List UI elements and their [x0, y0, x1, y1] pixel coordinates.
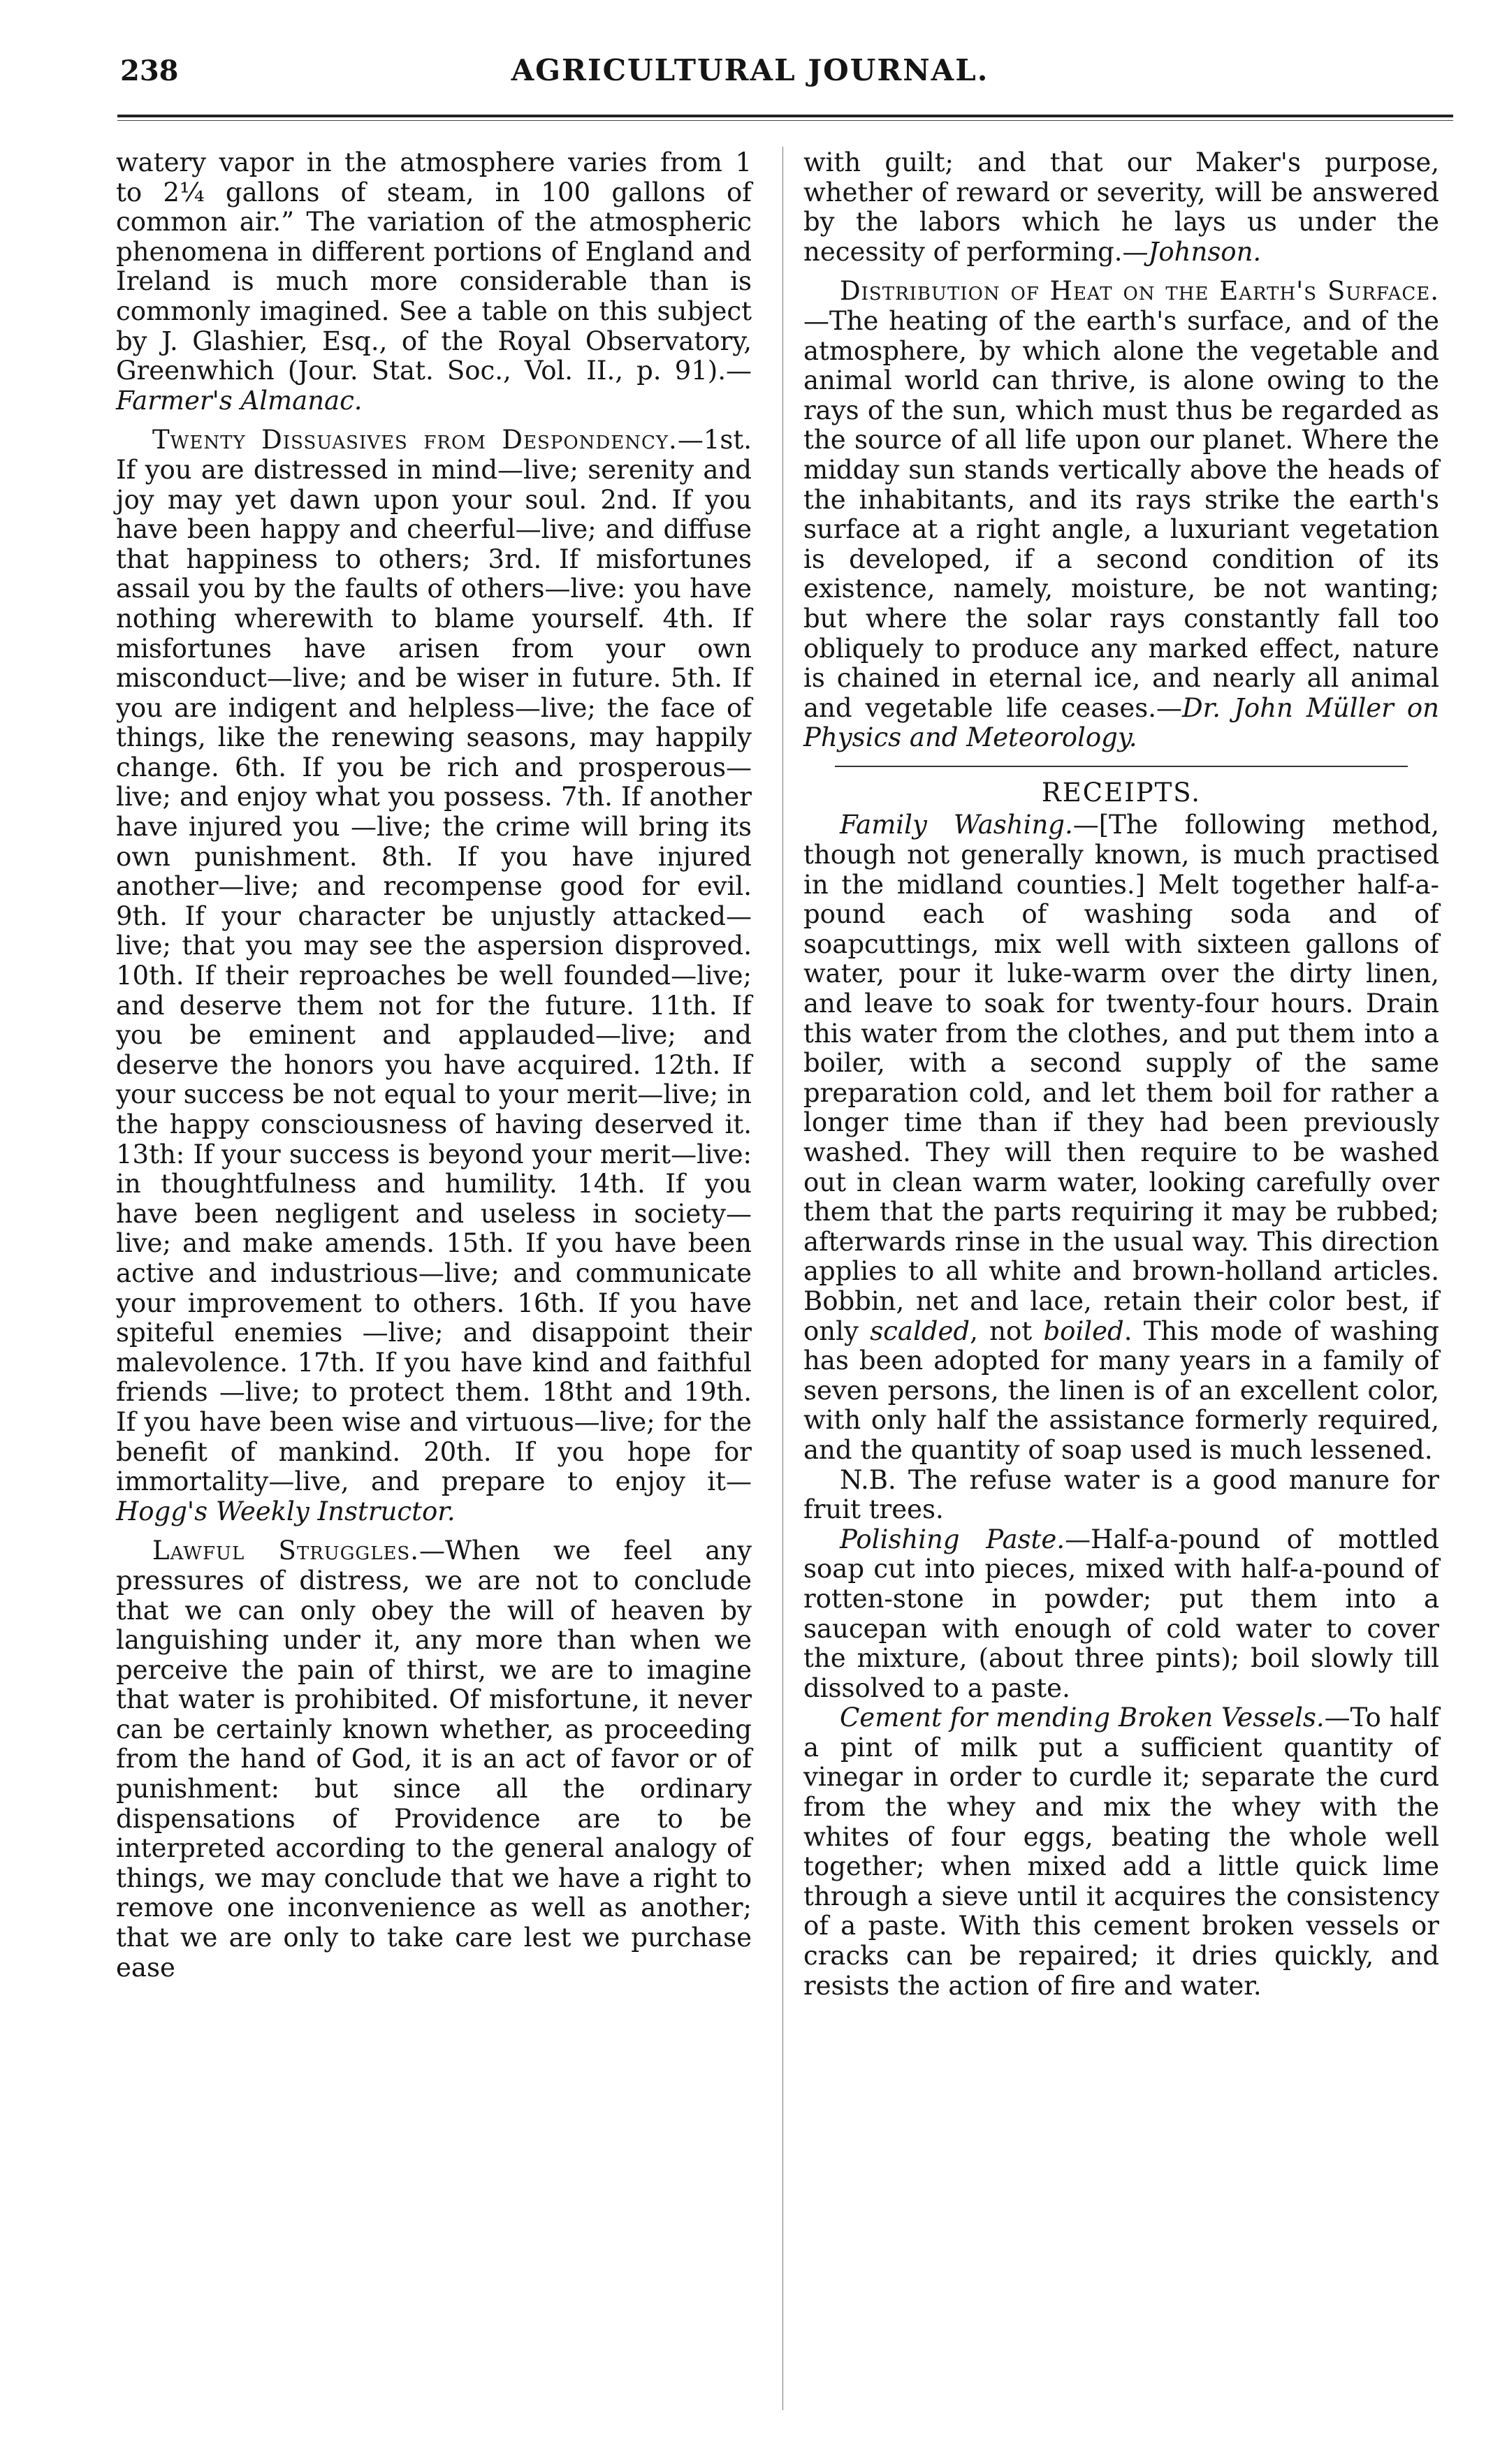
column-divider — [782, 147, 783, 2410]
article-text: —When we feel any pressures of distress, we are not to conclude that we can only obey the will of heaven by languishing under it, any more than when we perceive the pain of thirst, we are to imagine that water is prohibited. Of misfortune, it never can be certainly known whether, as proceeding from the hand of God, it is an act of favor or of punishment: but since all the ordinary dispensations of Providence are to be interpreted according to the general analogy of things, we may conclude that we have a right to remove one inconvenience as well as another; that we are only to take care lest we purchase ease — [116, 1536, 752, 1983]
article-title: Twenty Dissuasives from Despondency. — [152, 425, 678, 455]
receipt-text: —To half a pint of milk put a sufficient quantity of vinegar in order to curdle it; separate the curd from the whey and mix the whey with the whites of four eggs, beating the whole well together; when mixed add a little quick lime through a sieve until it acquires the consistency of a paste. With this cement broken vessels or cracks can be repaired; it dries quickly, and resists the action of fire and water. — [803, 1703, 1439, 2001]
article-text: watery vapor in the atmosphere varies from 1 to 2¼ gallons of steam, in 100 gallons of common air.” The variation of the atmospheric phenomena in different portions of England and Ireland is much more considerable than is commonly imagined. See a table on this subject by J. Glashier, Esq., of the Royal Observatory, Greenwhich (Jour. Stat. Soc., Vol. II., p. 91).— — [116, 147, 752, 386]
article-source: Hogg's Weekly Instructor. — [116, 1496, 456, 1526]
receipt-title: Family Washing. — [840, 810, 1073, 840]
running-title: AGRICULTURAL JOURNAL. — [511, 53, 989, 87]
page-header — [0, 0, 1500, 105]
article-text: —The heating of the earth's surface, and of the atmosphere, by which alone the vegetable and animal world can thrive, is alone owing to the rays of the sun, which must thus be regarded as the source of all life upon our planet. Where the midday sun stands vertically above the heads of the inhabitants, and its rays strike the earth's surface at a right angle, a luxuriant vegetation is developed, if a second condition of its existence, namely, moisture, be not wanting; but where the solar rays constantly fall too obliquely to produce any marked effect, nature is chained in eternal ice, and nearly all animal and vegetable life ceases.— — [803, 305, 1439, 723]
article-twenty-dissuasives — [116, 425, 752, 1526]
section-rule — [835, 766, 1408, 767]
article-source: Farmer's Almanac. — [116, 385, 363, 416]
receipt-emphasis: boiled — [1043, 1315, 1124, 1346]
article-text: with guilt; and that our Maker's purpose, whether of reward or severity, will be answered by the labors which he lays us under the necessity of performing.— — [803, 147, 1439, 267]
receipt-family-washing — [803, 810, 1439, 1465]
receipt-text: —[The following method, though not generally known, is much practised in the midland counties.] Melt together half-a-pound each of washing soda and of soapcuttings, mix well with sixteen gallons of water, pour it luke-warm over the dirty linen, and leave to soak for twenty-four hours. Drain this water from the clothes, and put them into a boiler, with a second supply of the same preparation cold, and let them boil for rather a longer time than if they had been previously washed. They will then require to be washed out in clean warm water, looking carefully over them that the parts requiring it may be rubbed; afterwards rinse in the usual way. This direction applies to all white and brown-holland articles. Bobbin, net and lace, retain their color best, if only — [803, 810, 1440, 1346]
article-johnson-continued — [803, 148, 1439, 267]
receipt-title: Cement for mending Broken Vessels. — [840, 1703, 1325, 1733]
left-column — [116, 148, 752, 1983]
article-lawful-struggles — [116, 1536, 752, 1983]
article-title: Lawful Struggles. — [152, 1536, 420, 1566]
header-rule-thin — [117, 120, 1453, 121]
article-distribution-of-heat — [803, 277, 1439, 753]
page-number: 238 — [120, 54, 179, 87]
article-text: —1st. If you are distressed in mind—live; serenity and joy may yet dawn upon your soul. 2nd. If you have been happy and cheerful—live; and diffuse that happiness to others; 3rd. If misfortunes assail you by the faults of others—live: you have nothing wherewith to blame yourself. 4th. If misfortunes have arisen from your own misconduct—live; and be wiser in future. 5th. If you are indigent and helpless—live; the face of things, like the renewing seasons, may happily change. 6th. If you be rich and prosperous—live; and enjoy what you possess. 7th. If another have injured you —live; the crime will bring its own punishment. 8th. If you have injured another—live; and recompense good for evil. 9th. If your character be unjustly attacked—live; that you may see the aspersion disproved. 10th. If their reproaches be well founded—live; and deserve them not for the future. 11th. If you be eminent and applauded—live; and deserve the honors you have acquired. 12th. If your success be not equal to your merit—live; in the happy consciousness of having deserved it. 13th: If your success is beyond your merit—live: in thoughtfulness and humility. 14th. If you have been negligent and useless in society—live; and make amends. 15th. If you have been active and industrious—live; and communicate your improvement to others. 16th. If you have spiteful enemies —live; and disappoint their malevolence. 17th. If you have kind and faithful friends —live; to protect them. 18tht and 19th. If you have been wise and virtuous—live; for the benefit of mankind. 20th. If you hope for immortality—live, and prepare to enjoy it— — [116, 425, 752, 1497]
receipt-text: , not — [970, 1315, 1044, 1346]
receipt-cement — [803, 1703, 1439, 2001]
article-title: Distribution of Heat on the Earth's Surface. — [840, 276, 1439, 307]
article-watery-vapor — [116, 148, 752, 416]
section-heading-receipts: RECEIPTS. — [1041, 777, 1202, 808]
header-rule — [117, 115, 1453, 117]
receipt-text: . This mode of washing has been adopted for many years in a family of seven persons, the linen is of an excellent color, with only half the assistance formerly required, and the quantity of soap used is much lessened. — [803, 1315, 1439, 1465]
right-column — [803, 148, 1439, 2001]
article-source: Johnson. — [1148, 236, 1262, 267]
receipt-emphasis: scalded — [870, 1315, 970, 1346]
receipt-text: —Half-a-pound of mottled soap cut into pieces, mixed with half-a-pound of rotten-stone in powder; put them into a saucepan with enough of cold water to cover the mixture, (about three pints); boil slowly till dissolved to a paste. — [803, 1524, 1439, 1703]
article-source: Dr. John Müller on Physics and Meteorology. — [803, 692, 1440, 753]
receipt-title: Polishing Paste. — [840, 1524, 1065, 1554]
receipt-note: N.B. The refuse water is a good manure for fruit trees. — [803, 1464, 1439, 1525]
receipt-polishing-paste — [803, 1525, 1439, 1704]
